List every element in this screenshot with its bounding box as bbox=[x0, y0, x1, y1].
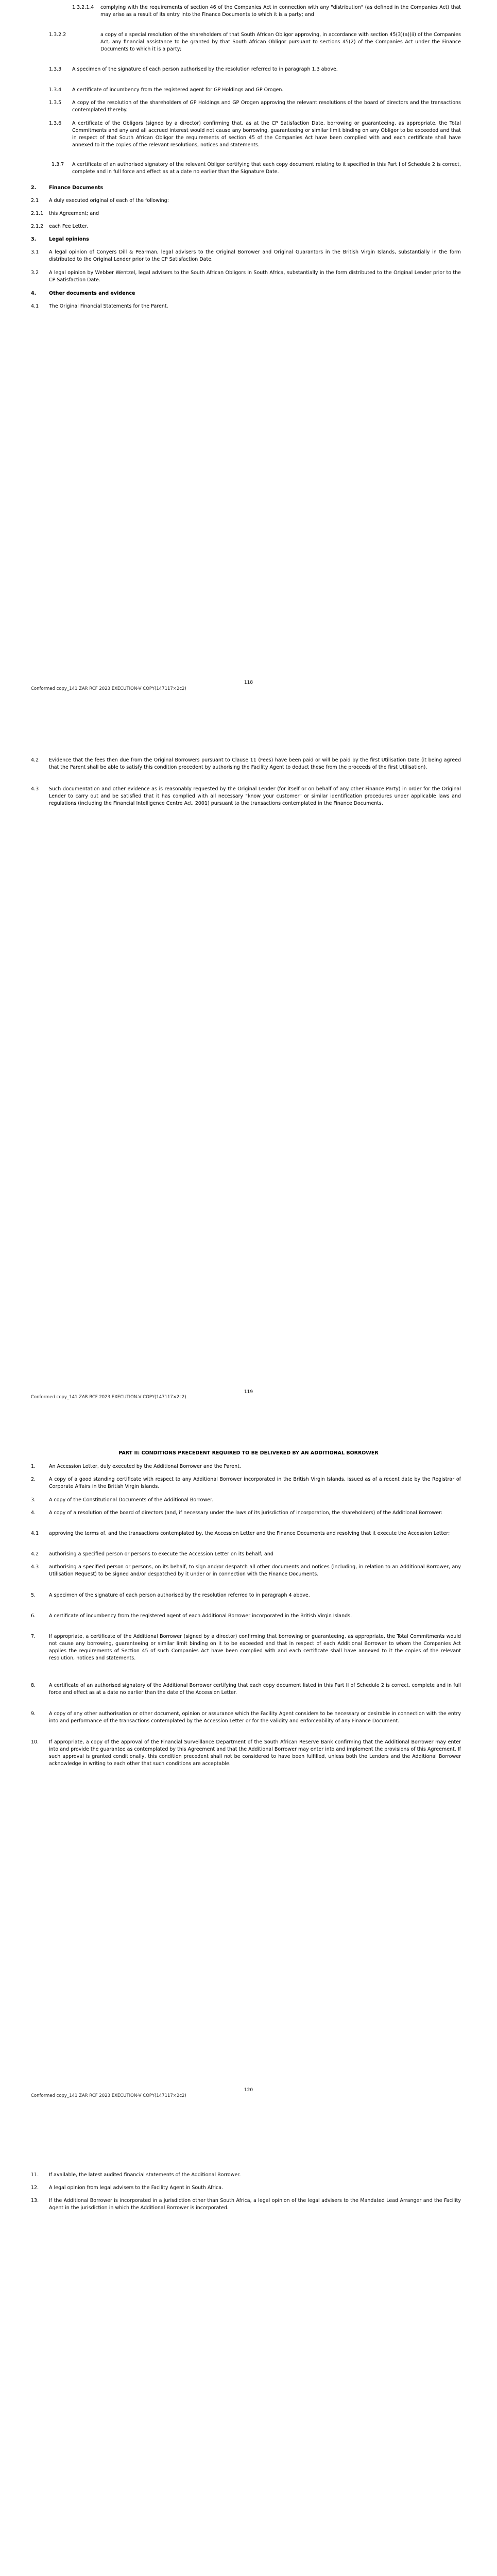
part-heading: PART II: CONDITIONS PRECEDENT REQUIRED TO BE DELIVERED BY AN ADDITIONAL BORROWER bbox=[118, 1450, 379, 1456]
clause-text: this Agreement; and bbox=[49, 211, 99, 216]
clause-number: 1. bbox=[31, 1464, 36, 1469]
clause-text: A copy of any other authorisation or other document, opinion or assurance which the Facility Agent considers to be necessary or desirable in connection with the entry into and performance of the transactions contemplated by the Accession Letter or for the validity and enforceability of any Finance Document. bbox=[49, 1711, 461, 1724]
section-heading: Finance Documents bbox=[49, 185, 104, 191]
clause-number: 6. bbox=[31, 1613, 36, 1619]
clause-number: 4. bbox=[31, 291, 37, 296]
clause-text: If the Additional Borrower is incorporated in a jurisdiction other than South Africa, a legal opinion of the legal advisers to the Mandated Lead Arranger and the Facility Agent in the jurisdiction in which the Additional Borrower is incorporated. bbox=[49, 2198, 461, 2211]
clause-number: 2.1.2 bbox=[31, 224, 44, 229]
clause-number: 1.3.7 bbox=[52, 162, 64, 167]
clause-text: The Original Financial Statements for the Parent. bbox=[49, 303, 168, 309]
page-120 bbox=[0, 1406, 497, 2110]
clause-text: Such documentation and other evidence as is reasonably requested by the Original Lender (for itself or on behalf of any other Finance Party) in order for the Original Lender to carry out and be satisfied that it has complied with all necessary "know your customer" or similar identification procedures under applicable laws and regulations (including the Financial Intelligence Centre Act, 2001) pursuant to the transactions contemplated in the Finance Documents. bbox=[49, 786, 461, 806]
clause-number: 3.1 bbox=[31, 249, 39, 255]
clause-number: 4.1 bbox=[31, 303, 39, 309]
clause-text: A legal opinion from legal advisers to the Facility Agent in South Africa. bbox=[49, 2185, 224, 2191]
clause-text: A certificate of incumbency from the registered agent for GP Holdings and GP Orogen. bbox=[72, 87, 284, 93]
clause-number: 1.3.4 bbox=[49, 87, 62, 93]
clause-number: 8. bbox=[31, 1683, 36, 1688]
clause-number: 4.3 bbox=[31, 786, 39, 792]
clause-text: An Accession Letter, duly executed by the Additional Borrower and the Parent. bbox=[49, 1464, 241, 1469]
clause-text: A copy of the Constitutional Documents of the Additional Borrower. bbox=[49, 1497, 214, 1503]
clause-text: authorising a specified person or persons, on its behalf, to sign and/or despatch all other documents and notices (including, in relation to an Additional Borrower, any Utilisation Request) to be signed and/or despatched by it under or in connection with the Finance Documents. bbox=[49, 1564, 461, 1577]
clause-number: 4.1 bbox=[31, 1531, 39, 1536]
clause-number: 2.1 bbox=[31, 198, 39, 204]
document-reference: Conformed copy_141 ZAR RCF 2023 EXECUTION-V COPY(147117×2c2) bbox=[31, 2093, 186, 2098]
clause-text: A specimen of the signature of each person authorised by the resolution referred to in paragraph 4 above. bbox=[49, 1592, 310, 1598]
clause-number: 4.3 bbox=[31, 1564, 39, 1570]
clause-number: 3. bbox=[31, 236, 37, 242]
clause-number: 1.3.6 bbox=[49, 121, 62, 126]
clause-number: 4.2 bbox=[31, 1551, 39, 1557]
page-118 bbox=[0, 0, 497, 703]
clause-number: 3. bbox=[31, 1497, 36, 1503]
clause-text: authorising a specified person or persons to execute the Accession Letter on its behalf; and bbox=[49, 1551, 273, 1557]
page-number: 119 bbox=[244, 1389, 253, 1395]
clause-number: 5. bbox=[31, 1592, 36, 1598]
clause-text: If appropriate, a copy of the approval of the Financial Surveillance Department of the South African Reserve Bank confirming that the Additional Borrower may enter into and provide the guarantee as contemplated by this Agreement and that the Additional Borrower may enter into and implement the provisions of this Agreement. If such approval is granted conditionally, this condition precedent shall not be considered to have been fulfilled, unless both the Lenders and the Additional Borrower acknowledge in writing to each other that such conditions are acceptable. bbox=[49, 1739, 461, 1767]
clause-text: If available, the latest audited financial statements of the Additional Borrower. bbox=[49, 2172, 241, 2178]
page-119 bbox=[0, 703, 497, 1406]
clause-text: each Fee Letter. bbox=[49, 224, 88, 229]
clause-number: 4. bbox=[31, 1510, 36, 1516]
clause-number: 1.3.2.1.4 bbox=[72, 5, 94, 10]
clause-number: 10. bbox=[31, 1739, 39, 1745]
clause-text: approving the terms of, and the transactions contemplated by, the Accession Letter and the Finance Documents and resolving that it execute the Accession Letter; bbox=[49, 1531, 450, 1536]
document-reference: Conformed copy_141 ZAR RCF 2023 EXECUTION-V COPY(147117×2c2) bbox=[31, 1395, 186, 1400]
section-heading: Other documents and evidence bbox=[49, 291, 135, 296]
clause-text: A certificate of incumbency from the registered agent of each Additional Borrower incorporated in the British Virgin Islands. bbox=[49, 1613, 352, 1619]
clause-text: A legal opinion by Webber Wentzel, legal advisers to the South African Obligors in South Africa, substantially in the form distributed to the Original Lender prior to the CP Satisfaction Date. bbox=[49, 270, 461, 283]
clause-number: 1.3.5 bbox=[49, 100, 62, 106]
clause-text: Evidence that the fees then due from the Original Borrowers pursuant to Clause 11 (Fees) have been paid or will be paid by the first Utilisation Date (it being agreed that the Parent shall be able to satisfy this condition precedent by authorising the Facility Agent to deduct these from the proceeds of the first Utilisation). bbox=[49, 757, 461, 770]
clause-text: A specimen of the signature of each person authorised by the resolution referred to in paragraph 1.3 above. bbox=[72, 66, 338, 72]
clause-number: 11. bbox=[31, 2172, 39, 2178]
clause-number: 1.3.2.2 bbox=[49, 32, 66, 38]
clause-number: 4.2 bbox=[31, 757, 39, 763]
clause-text: A certificate of the Obligors (signed by a director) confirming that, as at the CP Satisfaction Date, borrowing or guaranteeing, as appropriate, the Total Commitments and any and all accrued interest would not cause any borrowing, guaranteeing or similar limit binding on any Obligor to be exceeded and that in respect of that South African Obligor the requirements of section 45 of the Companies Act have been complied with and each certificate shall have annexed to it the copies of the relevant resolutions, notices and statements. bbox=[72, 121, 461, 148]
clause-number: 2. bbox=[31, 1477, 36, 1482]
clause-text: A copy of the resolution of the shareholders of GP Holdings and GP Orogen approving the relevant resolutions of the board of directors and the transactions contemplated thereby. bbox=[72, 100, 461, 113]
clause-text: If appropriate, a certificate of the Additional Borrower (signed by a director) confirming that borrowing or guaranteeing, as appropriate, the Total Commitments would not cause any borrowing, guaranteeing or similar limit binding on it to be exceeded and that in respect of each Additional Borrower to whom the Companies Act applies the requirements of Section 45 of such Companies Act have been complied with and each certificate shall have annexed to it the copies of the relevant resolution, notices and statements. bbox=[49, 1634, 461, 1661]
page-number: 120 bbox=[244, 2088, 253, 2093]
clause-number: 7. bbox=[31, 1634, 36, 1639]
clause-text: A certificate of an authorised signatory of the relevant Obligor certifying that each copy document relating to it specified in this Part I of Schedule 2 is correct, complete and in full force and effect as at a date no earlier than the Signature Date. bbox=[72, 162, 461, 175]
page-121 bbox=[0, 2110, 497, 2576]
clause-text: A duly executed original of each of the following: bbox=[49, 198, 169, 204]
section-heading: Legal opinions bbox=[49, 236, 89, 242]
clause-number: 2. bbox=[31, 185, 37, 191]
clause-text: A legal opinion of Conyers Dill & Pearman, legal advisers to the Original Borrower and Original Guarantors in the British Virgin Islands, substantially in the form distributed to the Original Lender prior to the CP Satisfaction Date. bbox=[49, 249, 461, 262]
clause-text: A copy of a good standing certificate with respect to any Additional Borrower incorporated in the British Virgin Islands, issued as of a recent date by the Registrar of Corporate Affairs in the British Virgin Islands. bbox=[49, 1477, 461, 1489]
document-reference: Conformed copy_141 ZAR RCF 2023 EXECUTION-V COPY(147117×2c2) bbox=[31, 686, 186, 691]
clause-text: A copy of a resolution of the board of directors (and, if necessary under the laws of its jurisdiction of incorporation, the shareholders) of the Additional Borrower: bbox=[49, 1510, 443, 1516]
clause-number: 9. bbox=[31, 1711, 36, 1717]
clause-number: 3.2 bbox=[31, 270, 39, 276]
page-number: 118 bbox=[244, 680, 253, 685]
clause-text: complying with the requirements of section 46 of the Companies Act in connection with any "distribution" (as defined in the Companies Act) that may arise as a result of its entry into the Finance Documents to which it is a party; and bbox=[100, 5, 461, 18]
clause-text: A certificate of an authorised signatory of the Additional Borrower certifying that each copy document listed in this Part II of Schedule 2 is correct, complete and in full force and effect as at a date no earlier than the date of the Accession Letter. bbox=[49, 1683, 461, 1696]
clause-number: 12. bbox=[31, 2185, 39, 2191]
clause-number: 2.1.1 bbox=[31, 211, 44, 216]
clause-text: a copy of a special resolution of the shareholders of that South African Obligor approving, in accordance with section 45(3)(a)(ii) of the Companies Act, any financial assistance to be granted by that South African Obligor pursuant to sections 45(2) of the Companies Act under the Finance Documents to which it is a party; bbox=[100, 32, 461, 52]
clause-number: 1.3.3 bbox=[49, 66, 62, 72]
clause-number: 13. bbox=[31, 2198, 39, 2204]
